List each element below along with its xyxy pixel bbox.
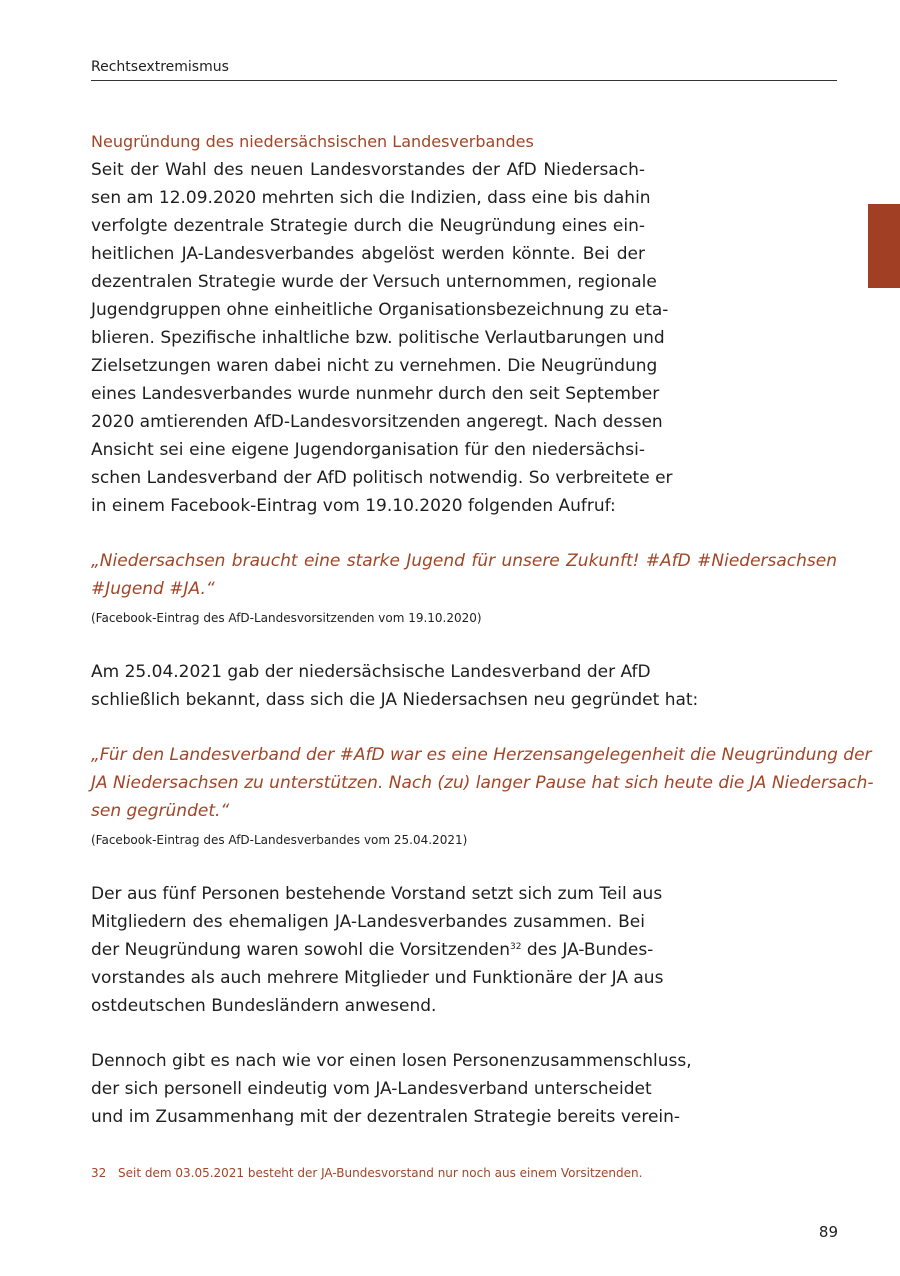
- quote-line: sen gegründet.“: [91, 801, 230, 821]
- quote-source: (Facebook-Eintrag des AfD-Landesvorsitzenden vom 19.10.2020): [91, 611, 482, 625]
- paragraph-line: Zielsetzungen waren dabei nicht zu vernehmen. Die Neugründung: [91, 356, 658, 376]
- paragraph-line: Am 25.04.2021 gab der niedersächsische Landesverband der AfD: [91, 662, 651, 682]
- quote-line: „Niedersachsen braucht eine starke Jugend für unsere Zukunft! #AfD #Niedersachsen: [91, 551, 837, 571]
- paragraph-line: der sich personell eindeutig vom JA-Landesverband unterscheidet: [91, 1079, 652, 1099]
- section-heading: Neugründung des niedersächsischen Landesverbandes: [91, 132, 534, 151]
- page-number: 89: [818, 1223, 838, 1241]
- quote-line: „Für den Landesverband der #AfD war es eine Herzensangelegenheit die Neugründung der: [91, 745, 872, 765]
- text-segment: der Neugründung waren sowohl die Vorsitzenden: [91, 940, 510, 960]
- paragraph-line: vorstandes als auch mehrere Mitglieder und Funktionäre der JA aus: [91, 968, 664, 988]
- paragraph-line: Jugendgruppen ohne einheitliche Organisationsbezeichnung zu eta-: [91, 300, 669, 320]
- footnote-reference[interactable]: 32: [510, 942, 522, 952]
- paragraph-line: schen Landesverband der AfD politisch notwendig. So verbreitete er: [91, 468, 673, 488]
- quote-source: (Facebook-Eintrag des AfD-Landesverbandes vom 25.04.2021): [91, 833, 468, 847]
- paragraph-line: Ansicht sei eine eigene Jugendorganisation für den niedersächsi-: [91, 440, 645, 460]
- paragraph-line: Der aus fünf Personen bestehende Vorstand setzt sich zum Teil aus: [91, 884, 663, 904]
- footnote-number: 32: [91, 1166, 107, 1180]
- paragraph-line: in einem Facebook-Eintrag vom 19.10.2020 folgenden Aufruf:: [91, 496, 616, 516]
- paragraph-line: und im Zusammenhang mit der dezentralen Strategie bereits verein-: [91, 1107, 681, 1127]
- paragraph-line: ostdeutschen Bundesländern anwesend.: [91, 996, 437, 1016]
- paragraph-line: Mitgliedern des ehemaligen JA-Landesverbandes zusammen. Bei: [91, 912, 645, 932]
- text-segment: des JA-Bundes-: [521, 940, 654, 960]
- paragraph-line: blieren. Spezifische inhaltliche bzw. politische Verlautbarungen und: [91, 328, 665, 348]
- paragraph-line: heitlichen JA-Landesverbandes abgelöst werden könnte. Bei der: [91, 244, 645, 264]
- paragraph-line: 2020 amtierenden AfD-Landesvorsitzenden angeregt. Nach dessen: [91, 412, 663, 432]
- quote-line: #Jugend #JA.“: [91, 579, 215, 599]
- chapter-side-tab: [868, 204, 900, 288]
- quote-line: JA Niedersachsen zu unterstützen. Nach (zu) langer Pause hat sich heute die JA Niedersach-: [91, 773, 874, 793]
- paragraph-line: schließlich bekannt, dass sich die JA Niedersachsen neu gegründet hat:: [91, 690, 699, 710]
- paragraph-line: Seit der Wahl des neuen Landesvorstandes der AfD Niedersach-: [91, 160, 645, 180]
- footnote-text: Seit dem 03.05.2021 besteht der JA-Bundesvorstand nur noch aus einem Vorsitzenden.: [118, 1166, 643, 1180]
- paragraph-line: eines Landesverbandes wurde nunmehr durch den seit September: [91, 384, 660, 404]
- paragraph-line: sen am 12.09.2020 mehrten sich die Indizien, dass eine bis dahin: [91, 188, 651, 208]
- footnote: [91, 1165, 642, 1181]
- paragraph-line: Dennoch gibt es nach wie vor einen losen Personenzusammenschluss,: [91, 1051, 692, 1071]
- paragraph-line: verfolgte dezentrale Strategie durch die Neugründung eines ein-: [91, 216, 645, 236]
- running-header: Rechtsextremismus: [91, 58, 837, 81]
- paragraph-line: dezentralen Strategie wurde der Versuch unternommen, regionale: [91, 272, 657, 292]
- paragraph-line-with-footnote: [91, 936, 654, 964]
